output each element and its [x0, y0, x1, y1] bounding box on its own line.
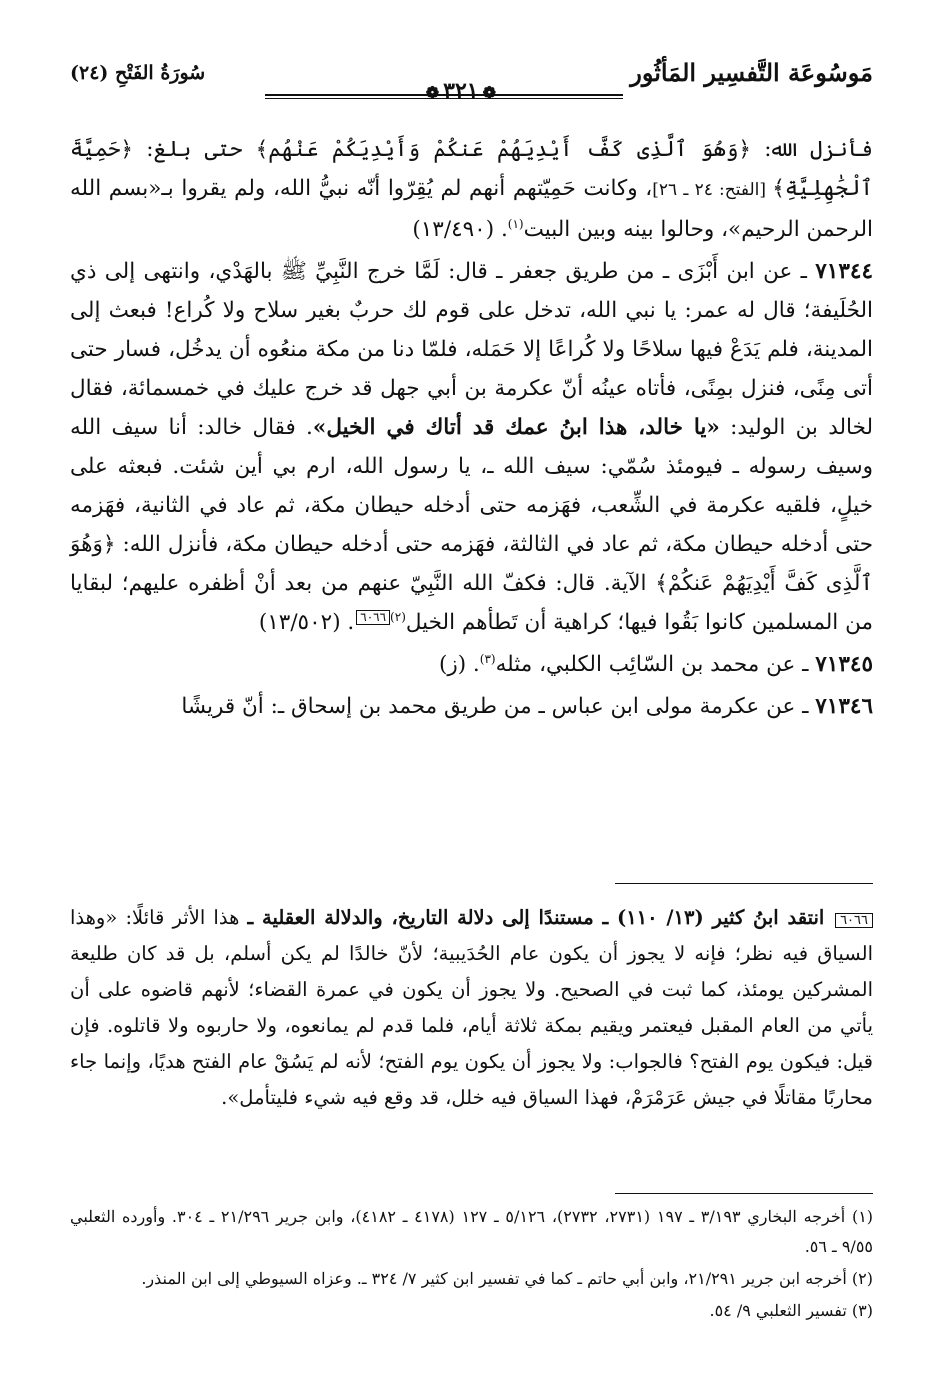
- footnotes: [70, 1202, 873, 1328]
- paragraph: [70, 687, 873, 726]
- footnote-marker[interactable]: (٣): [479, 651, 496, 666]
- ornament-icon: ❁: [425, 83, 440, 102]
- quran-verse: ﴿وَهُوَ ٱلَّذِى كَفَّ أَيْدِيَهُمْ عَنكُمْ﴾: [70, 532, 873, 596]
- paragraph: [70, 130, 873, 249]
- commentary-separator: [615, 883, 873, 884]
- quran-verse: ﴿حَمِيَّةَ ٱلْجَٰهِلِيَّةِ﴾: [70, 137, 873, 201]
- text: حتى بلغ:: [133, 137, 256, 162]
- footnote-separator: [615, 1193, 873, 1194]
- commentary: [70, 900, 873, 1116]
- page-header: [70, 52, 873, 104]
- volume-reference: . (ز): [438, 652, 480, 677]
- narration-number: ٧١٣٤٥: [815, 652, 873, 677]
- paragraph: [70, 645, 873, 684]
- header-rule-left: [265, 94, 510, 99]
- text: ـ عن ابن أَبْزَى ـ من طريق جعفر ـ قال: لَمَّا خرج النَّبِيِّ ﷺ بالهَدْي، وانتهى إلى ذي الحُلَيفة؛ قال له عمر: يا نبي الله، تدخل على قوم لك حربٌ بغير سلاح ولا كُراع! فبعث إلى المدينة، فلم يَدَعْ فيها سلاحًا ولا كُراعًا إلا حَمَله، فلمّا دنا من مكة منعُوه أن يدخُل، فسار حتى أتى مِنًى، فنزل بمِنًى، فأتاه عينُه أنّ عكرمة بن أبي جهل قد خرج عليك في خمسمائة، فقال لخالد بن الوليد:: [70, 259, 874, 440]
- page: [70, 52, 874, 1320]
- text: الآية. قال: فكفّ الله النَّبِيّ عنهم من بعد أنْ أظفره عليهم؛ لبقايا من المسلمين كانوا بَقُوا فيها؛ كراهية أن تَطأهم الخيل: [70, 571, 873, 635]
- page-number: ٣٢١: [443, 78, 479, 104]
- surah-label: سُورَةُ الفَتْحِ (٢٤): [70, 62, 206, 84]
- footnote-marker[interactable]: (٢): [390, 609, 406, 624]
- narration-number: ٧١٣٤٦: [815, 694, 873, 719]
- text: ـ عن عكرمة مولى ابن عباس ـ من طريق محمد بن إسحاق ـ: أنّ قريشًا: [181, 694, 816, 719]
- paragraph: [70, 252, 873, 642]
- commentary-text: هذا الأثر قائلًا: «وهذا السياق فيه نظر؛ فإنه لا يجوز أن يكون عام الحُدَيبية؛ لأنّ خالدًا لم يكن أسلم، بل قد كان طليعة المشركين يومئذ، كما ثبت في الصحيح. ولا يجوز أن يكون في عمرة القضاء؛ لأنهم قاضوه على أن يأتي من العام المقبل فيعتمر ويقيم بمكة ثلاثة أيام، فلما قدم لم يمانعوه، ولا حاربوه ولا قاتلوه. فإن قيل: فيكون يوم الفتح؟ فالجواب: ولا يجوز أن يكون يوم الفتح؛ لأنه لم يَسُقْ عام الفتح هديًا، وإنما جاء محاربًا مقاتلًا في جيش عَرَمْرَمْ، فهذا السياق فيه خلل، قد وقع فيه شيء فليتأمل».: [70, 906, 873, 1109]
- prophet-quote: «يا خالد، هذا ابنُ عمك قد أتاك في الخيل»: [312, 415, 720, 440]
- text: ، وكانت حَمِيّتهم أنهم لم يُقِرّوا أنّه نبيُّ الله، ولم يقروا بـ«بسم الله الرحمن الرحيم»، وحالوا بينه وبين البيت: [70, 176, 873, 242]
- text: فأنزل الله:: [751, 137, 873, 162]
- commentary-number: ٦٠٦٦: [835, 913, 873, 928]
- quran-verse: ﴿وَهُوَ ٱلَّذِى كَفَّ أَيْدِيَهُمْ عَنكُمْ وَأَيْدِيَكُمْ عَنْهُم﴾: [255, 137, 752, 162]
- text: ـ عن محمد بن السّائِب الكلبي، مثله: [495, 652, 816, 677]
- page-number-group: [422, 78, 500, 104]
- narration-number: ٧١٣٤٤: [815, 259, 873, 284]
- commentary-marker[interactable]: ٦٠٦٦: [356, 610, 390, 625]
- ornament-icon: ❁: [482, 83, 496, 102]
- footnote-marker[interactable]: (١): [507, 216, 524, 231]
- footnote: (٢) أخرجه ابن جرير ٢١/٢٩١، وابن أبي حاتم ـ كما في تفسير ابن كثير ٧/ ٣٢٤ ـ. وعزاه السيوطي إلى ابن المنذر.: [141, 1269, 873, 1288]
- header-rule-right: [503, 94, 623, 99]
- book-title: مَوسُوعَة التَّفسِير المَأثُور: [630, 58, 873, 87]
- commentary-lead: انتقد ابنُ كثير (١٣/ ١١٠) ـ مستندًا إلى دلالة التاريخ، والدلالة العقلية ـ: [247, 906, 834, 929]
- volume-reference: . (١٣/٤٩٠): [412, 217, 508, 242]
- footnote: (١) أخرجه البخاري ٣/١٩٣ ـ ١٩٧ (٢٧٣١، ٢٧٣٢)، ٥/١٢٦ ـ ١٢٧ (٤١٧٨ ـ ٤١٨٢)، وابن جرير ٢١/٢٩٦ ـ ٣٠٤. وأورده الثعلبي ٩/٥٥ ـ ٥٦.: [70, 1207, 874, 1256]
- main-text: [70, 130, 873, 729]
- text: . فقال خالد: أنا سيف الله وسيف رسوله ـ فيومئذ سُمّي: سيف الله ـ، يا رسول الله، ارم بي أين شئت. فبعثه على خيلٍ، فلقيه عكرمة في الشِّعب، فهَزمه حتى أدخله حيطان مكة، ثم عاد في الثانية، فهَزمه حتى أدخله حيطان مكة، ثم عاد في الثالثة، فهَزمه حتى أدخله حيطان مكة، فأنزل الله:: [70, 415, 873, 557]
- volume-reference: . (١٣/٥٠٢): [258, 610, 355, 635]
- footnote: (٣) تفسير الثعلبي ٩/ ٥٤.: [709, 1301, 873, 1320]
- verse-reference: [الفتح: ٢٤ ـ ٢٦]: [652, 180, 773, 200]
